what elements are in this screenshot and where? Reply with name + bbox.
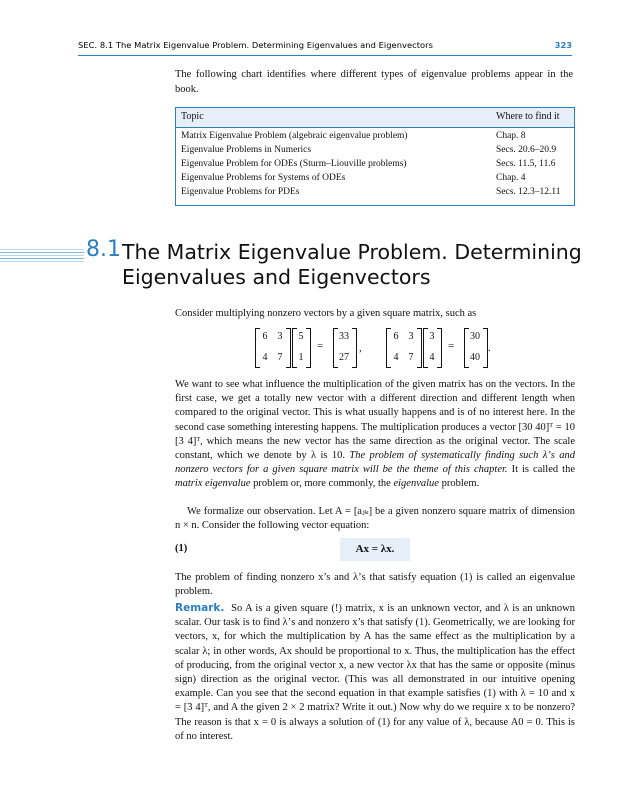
eigenvalue-topics-table bbox=[175, 107, 575, 206]
section-decor-line bbox=[0, 255, 84, 256]
matrix-cell: 7 bbox=[277, 352, 283, 363]
section-decor-line bbox=[0, 261, 84, 262]
section-title-line1: The Matrix Eigenvalue Problem. Determining bbox=[122, 240, 582, 264]
equation-box bbox=[340, 538, 410, 561]
running-head-text: SEC. 8.1 The Matrix Eigenvalue Problem. Determining Eigenvalues and Eigenvectors bbox=[78, 40, 433, 50]
table-cell-where: Chap. 8 bbox=[496, 131, 526, 141]
vector-cell: 5 bbox=[298, 331, 304, 342]
vector-cell: 40 bbox=[470, 352, 480, 363]
table-cell-where: Chap. 4 bbox=[496, 173, 526, 183]
table-cell-topic: Matrix Eigenvalue Problem (algebraic eigenvalue problem) bbox=[181, 131, 408, 141]
table-cell-topic: Eigenvalue Problem for ODEs (Sturm–Liouville problems) bbox=[181, 159, 407, 169]
para2-part: It is called the bbox=[507, 464, 575, 476]
para2-emphasis: The problem of systematically finding such λ’s and nonzero vectors for a given square matrix will be the theme of this chapter. bbox=[175, 450, 576, 476]
paragraph-formalize: We formalize our observation. Let A = [aⱼₖ] be a given nonzero square matrix of dimension n × n. Consider the following vector equation: bbox=[175, 506, 575, 532]
table-header-where: Where to find it bbox=[496, 111, 560, 122]
para2-part: problem or, more commonly, the bbox=[250, 478, 394, 490]
intro-paragraph: The following chart identifies where different types of eigenvalue problems appear in the book. bbox=[175, 69, 573, 95]
table-row bbox=[176, 159, 574, 173]
matrix-cell: 4 bbox=[393, 352, 399, 363]
vector-bracket bbox=[352, 328, 357, 368]
remark-label: Remark. bbox=[175, 602, 225, 614]
vector-cell: 33 bbox=[339, 331, 349, 342]
para2-term: matrix eigenvalue bbox=[175, 478, 251, 490]
table-cell-topic: Eigenvalue Problems in Numerics bbox=[181, 145, 312, 155]
table-cell-where: Secs. 11.5, 11.6 bbox=[496, 159, 556, 169]
para2-term: eigenvalue bbox=[393, 478, 439, 490]
section-number: 8.1 bbox=[86, 237, 121, 262]
table-row bbox=[176, 187, 574, 201]
para2-part: problem. bbox=[438, 478, 480, 490]
equation-label: (1) bbox=[175, 543, 188, 554]
table-row bbox=[176, 173, 574, 187]
matrix-cell: 6 bbox=[262, 331, 268, 342]
table-header-topic: Topic bbox=[181, 111, 204, 122]
paragraph-observation bbox=[175, 378, 575, 492]
vector-cell: 3 bbox=[429, 331, 435, 342]
example-equations bbox=[255, 328, 495, 368]
paragraph-consider: Consider multiplying nonzero vectors by a given square matrix, such as bbox=[175, 308, 477, 319]
remark-paragraph bbox=[175, 601, 575, 744]
matrix-bracket bbox=[417, 328, 422, 368]
equation-text: Ax = λx. bbox=[355, 543, 395, 555]
page-number: 323 bbox=[554, 40, 572, 50]
matrix-cell: 4 bbox=[262, 352, 268, 363]
matrix-bracket bbox=[286, 328, 291, 368]
matrix-cell: 3 bbox=[408, 331, 414, 342]
section-title bbox=[122, 240, 582, 290]
section-title-line2: Eigenvalues and Eigenvectors bbox=[122, 265, 431, 289]
matrix-cell: 7 bbox=[408, 352, 414, 363]
vector-bracket bbox=[306, 328, 311, 368]
vector-bracket bbox=[437, 328, 442, 368]
table-cell-topic: Eigenvalue Problems for PDEs bbox=[181, 187, 300, 197]
vector-cell: 1 bbox=[298, 352, 304, 363]
equals-sign: = bbox=[317, 340, 324, 352]
table-row bbox=[176, 131, 574, 145]
paragraph-eigenvalue-problem: The problem of finding nonzero x’s and λ’s that satisfy equation (1) is called an eigenvalue problem. bbox=[175, 572, 575, 598]
table-row bbox=[176, 145, 574, 159]
matrix-cell: 3 bbox=[277, 331, 283, 342]
table-cell-where: Secs. 20.6–20.9 bbox=[496, 145, 557, 155]
vector-cell: 27 bbox=[339, 352, 349, 363]
period: . bbox=[488, 342, 491, 354]
comma: , bbox=[359, 342, 362, 354]
header-rule bbox=[78, 55, 572, 56]
table-cell-where: Secs. 12.3–12.11 bbox=[496, 187, 561, 197]
vector-cell: 30 bbox=[470, 331, 480, 342]
section-decor-line bbox=[0, 249, 84, 250]
equals-sign: = bbox=[448, 340, 455, 352]
table-cell-topic: Eigenvalue Problems for Systems of ODEs bbox=[181, 173, 346, 183]
matrix-cell: 6 bbox=[393, 331, 399, 342]
remark-text: So A is a given square (!) matrix, x is an unknown vector, and λ is an unknown scalar. Our task is to find λ’s and nonzero x’s that satisfy (1). Geometrically, we are looking for vectors, x, for which the multiplication by A has the same effect as the multiplication by a scalar λ; in other words, Ax should be proportional to x. Thus, the multiplication has the effect of producing, from the original vector x, a new vector λx that has the same or opposite (minus sign) direction as the original vector. (This was all demonstrated in our intuitive opening example. Can you see that the second equation in that example satisfies (1) with λ = 10 and x = [3 4]ᵀ, and A the given 2 × 2 matrix? Write it out.) Now why do we require x to be nonzero? The reason is that x = 0 is always a solution of (1) for any value of λ, because A0 = 0. This is of no interest. bbox=[175, 603, 575, 742]
section-decor-line bbox=[0, 258, 84, 259]
section-decor-line bbox=[0, 252, 84, 253]
table-header bbox=[176, 108, 574, 128]
vector-cell: 4 bbox=[429, 352, 435, 363]
para2-part: We want to see what influence the multiplication of the given matrix has on the vectors. In the first case, we get a totally new vector with a different direction and different length when compared to the original vector. This is what usually happens and is of no interest here. In the second case something interesting happens. The multiplication produces a vector [30 40]ᵀ = 10 [3 4]ᵀ, which means the new vector has the same direction as the original vector. The scale constant, which we denote by λ is 10. bbox=[175, 379, 575, 462]
running-header bbox=[78, 40, 572, 54]
